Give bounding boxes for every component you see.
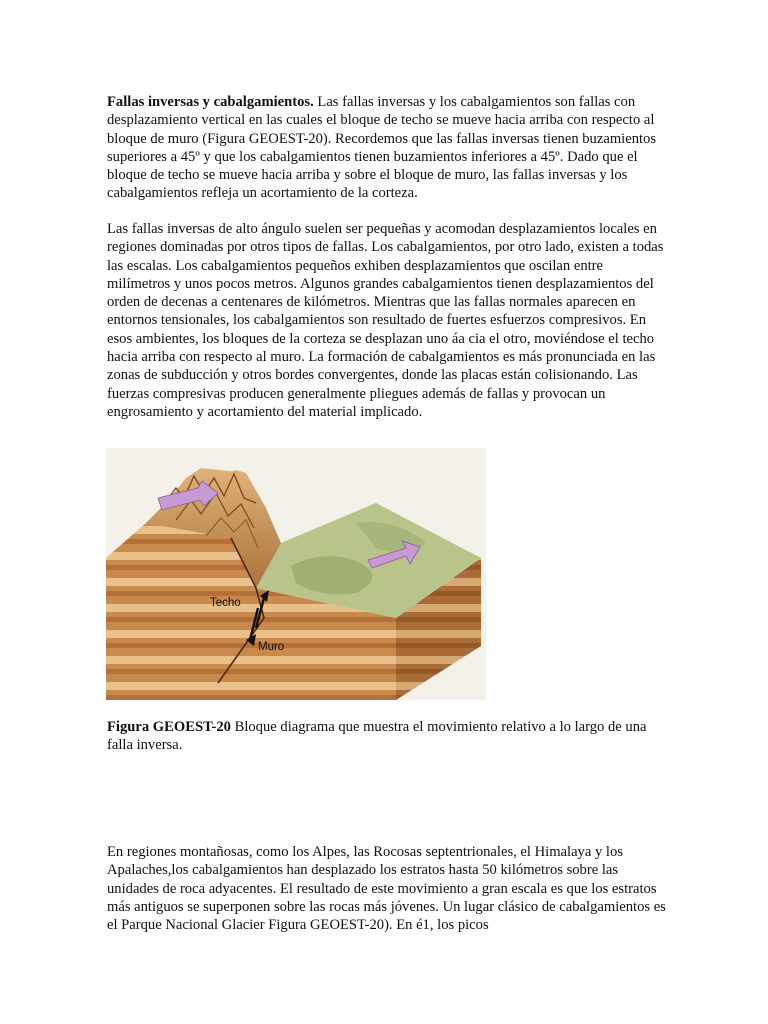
paragraph-fallas-inversas — [107, 93, 667, 203]
paragraph-regiones-montanosas — [107, 843, 667, 934]
block-diagram-figure — [106, 448, 486, 700]
caption-title: Figura GEOEST-20 — [107, 719, 231, 735]
label-techo: Techo — [210, 597, 241, 609]
caption-text: Bloque diagrama que muestra el movimiento relativo a lo largo de una falla inversa. — [107, 719, 647, 754]
figure-caption — [107, 718, 667, 755]
reverse-fault-illustration — [106, 448, 486, 700]
paragraph-alto-angulo — [107, 220, 667, 421]
section-heading: Fallas inversas y cabalgamientos. — [107, 94, 314, 110]
label-muro: Muro — [258, 641, 285, 653]
paragraph-text: Las fallas inversas y los cabalgamientos son fallas con desplazamiento vertical en las cuales el bloque de techo se mueve hacia arriba con respecto al bloque de muro (Figura GEOEST-20). Recordemos que las fallas inversas tienen buzamientos superiores a 45º y que los cabalgamientos tienen buzamientos inferiores a 45º. Dado que el bloque de techo se mueve hacia arriba y sobre el bloque de muro, las fallas inversas y los cabalgamientos refleja un acortamiento de la corteza. — [107, 94, 657, 202]
paragraph-text: En regiones montañosas, como los Alpes, las Rocosas septentrionales, el Himalaya y los Apalaches,los cabalgamientos han desplazado los estratos hasta 50 kilómetros sobre las unidades de roca adyacentes. El resultado de este movimiento a gran escala es que los estratos más antiguos se superponen sobre las rocas más jóvenes. Un lugar clásico de cabalgamientos es el Parque Nacional Glacier Figura GEOEST-20). En é1, los picos — [107, 844, 666, 934]
paragraph-text: Las fallas inversas de alto ángulo suelen ser pequeñas y acomodan desplazamientos locales en regiones dominadas por otros tipos de fallas. Los cabalgamientos, por otro lado, existen a todas las escalas. Los cabalgamientos pequeños exhiben desplazamientos que oscilan entre milímetros y unos pocos metros. Algunos grandes cabalgamientos tienen desplazamientos del orden de decenas a centenares de kilómetros. Mientras que las fallas normales aparecen en entornos tensionales, los cabalgamientos son resultado de fuertes esfuerzos compresivos. En esos ambientes, los bloques de la corteza se desplazan uno áa cia el otro, moviéndose el techo hacia arriba con respecto al muro. La formación de cabalgamientos es más pronunciada en las zonas de subducción y otros bordes convergentes, donde las placas están colisionando. Las fuerzas compresivas producen generalmente pliegues además de fallas y provocan un engrosamiento y acortamiento del material implicado. — [107, 221, 664, 420]
